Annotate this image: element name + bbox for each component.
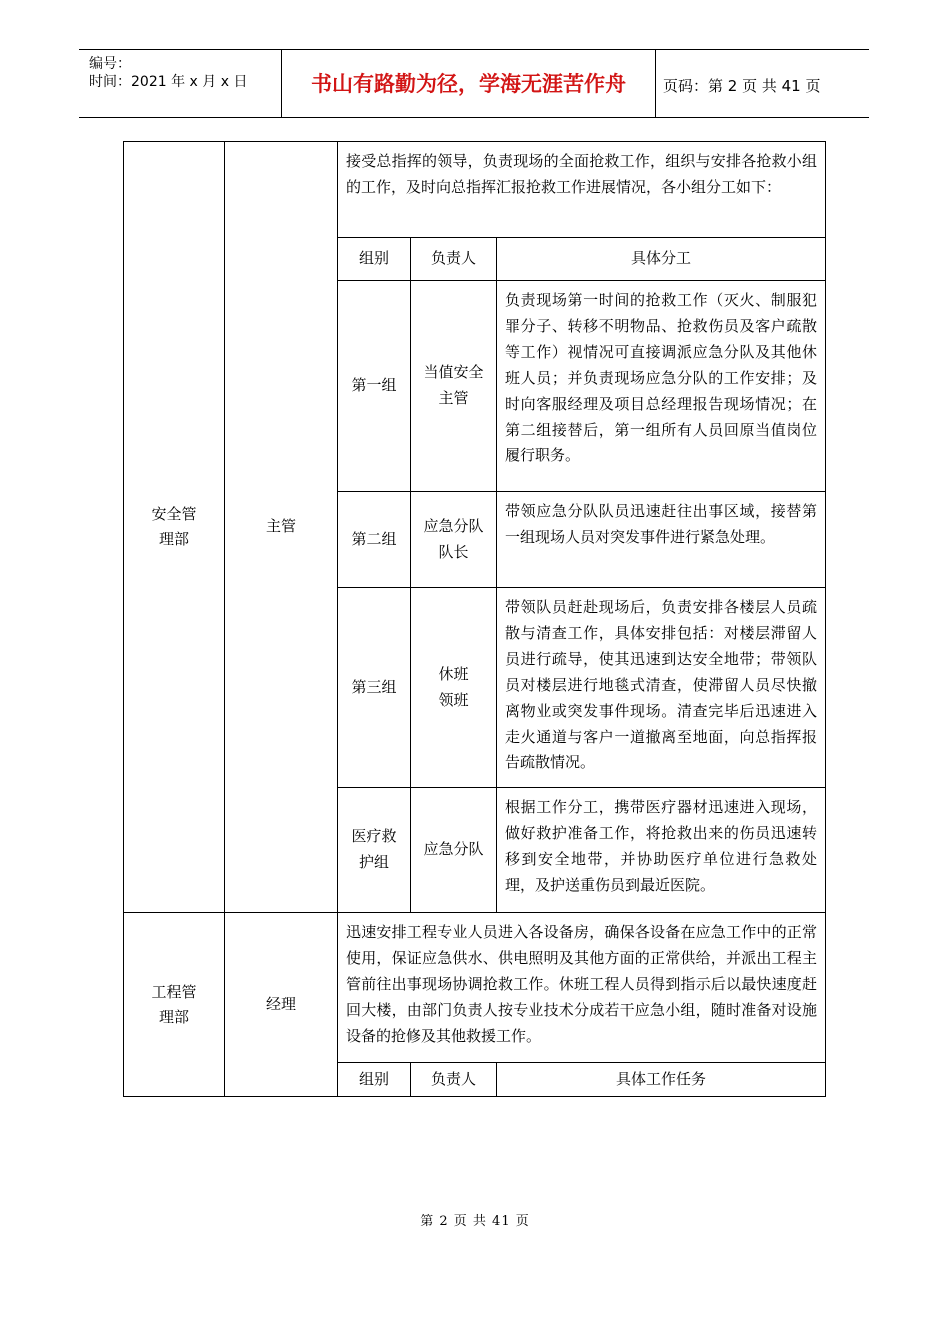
document-time: 时间：2021 年 x 月 x 日 <box>89 74 248 90</box>
group-name: 第二组 <box>338 492 411 588</box>
col-group-header: 组别 <box>338 1063 411 1097</box>
group-leader <box>411 281 497 492</box>
security-description-row <box>124 142 826 238</box>
footer-page-number: 第 2 页 共 41 页 <box>420 1214 530 1229</box>
security-description: 接受总指挥的领导，负责现场的全面抢救工作，组织与安排各抢救小组的工作，及时向总指挥汇报抢救工作进展情况，各小组分工如下： <box>338 142 826 238</box>
dept-security <box>124 142 225 913</box>
header-top-rule <box>79 49 869 50</box>
group-leader-medical: 应急分队 <box>411 788 497 913</box>
group-duty: 负责现场第一时间的抢救工作（灭火、制服犯罪分子、转移不明物品、抢救伤员及客户疏散等工作）视情况可直接调派应急分队及其他休班人员；并负责现场应急分队的工作安排；及时向客服经理及项目总经理报告现场情况；在第二组接替后，第一组所有人员回原当值岗位履行职务。 <box>497 281 826 492</box>
header-motto: 书山有路勤为径，学海无涯苦作舟 <box>311 72 626 96</box>
group-name: 第三组 <box>338 588 411 788</box>
dept-engineering <box>124 913 225 1097</box>
group-name: 第一组 <box>338 281 411 492</box>
group-leader <box>411 492 497 588</box>
document-number-label: 编号： <box>89 56 131 72</box>
col-duty-header: 具体分工 <box>497 238 826 281</box>
group-leader <box>411 588 497 788</box>
group-leader-label: 休班领班 <box>438 664 469 709</box>
col-task-header: 具体工作任务 <box>497 1063 826 1097</box>
col-leader-header: 负责人 <box>411 238 497 281</box>
engineering-description: 迅速安排工程专业人员进入各设备房，确保各设备在应急工作中的正常使用，保证应急供水、供电照明及其他方面的正常供给，并派出工程主管前往出事现场协调抢救工作。休班工程人员得到指示后以最快速度赶回大楼，由部门负责人按专业技术分成若干应急小组，随时准备对设施设备的抢修及其他救援工作。 <box>338 913 826 1063</box>
col-group-header: 组别 <box>338 238 411 281</box>
role-engineering: 经理 <box>225 913 338 1097</box>
col-leader-header: 负责人 <box>411 1063 497 1097</box>
group-leader-label: 当值安全主管 <box>423 363 484 407</box>
header-divider-right <box>655 49 656 117</box>
group-duty-medical: 根据工作分工，携带医疗器材迅速进入现场，做好救护准备工作，将抢救出来的伤员迅速转移到安全地带，并协助医疗单位进行急救处理，及护送重伤员到最近医院。 <box>497 788 826 913</box>
dept-security-label: 安全管理部 <box>151 505 197 548</box>
group-duty: 带领应急分队队员迅速赶往出事区域，接替第一组现场人员对突发事件进行紧急处理。 <box>497 492 826 588</box>
group-name-medical-label: 医疗救护组 <box>351 827 397 871</box>
engineering-description-row <box>124 913 826 1063</box>
header-bottom-rule <box>79 117 869 118</box>
group-leader-label: 应急分队队长 <box>423 516 484 561</box>
dept-engineering-label: 工程管理部 <box>151 982 197 1026</box>
header-page-number: 页码：第 2 页 共 41 页 <box>663 77 821 95</box>
emergency-duty-table <box>123 141 826 1097</box>
group-duty: 带领队员赶赴现场后，负责安排各楼层人员疏散与清查工作，具体安排包括：对楼层滞留人员进行疏导，使其迅速到达安全地带；带领队员对楼层进行地毯式清查，使滞留人员尽快撤离物业或突发事件现场。清查完毕后迅速进入走火通道与客户一道撤离至地面，向总指挥报告疏散情况。 <box>497 588 826 788</box>
group-name-medical <box>338 788 411 913</box>
role-security: 主管 <box>225 142 338 913</box>
